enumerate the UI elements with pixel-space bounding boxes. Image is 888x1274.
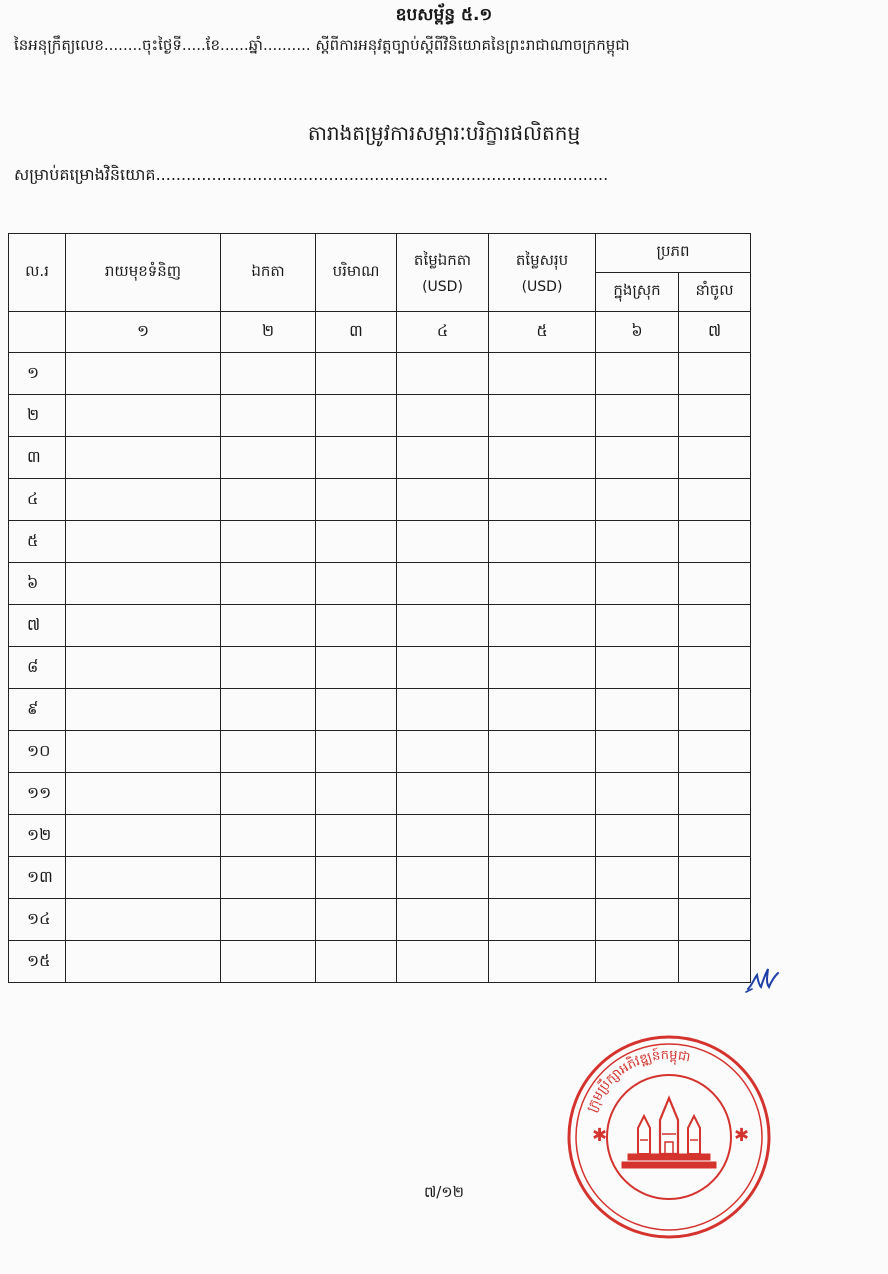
table-cell xyxy=(679,563,751,605)
table-cell xyxy=(397,731,489,773)
table-cell xyxy=(679,353,751,395)
row-number: ១២ xyxy=(9,815,66,857)
table-cell xyxy=(679,689,751,731)
table-cell xyxy=(221,941,316,983)
table-cell xyxy=(221,857,316,899)
table-cell xyxy=(596,773,679,815)
table-cell xyxy=(489,857,596,899)
table-cell xyxy=(489,731,596,773)
signature-initials xyxy=(744,965,784,995)
table-cell xyxy=(397,815,489,857)
header-item-name: រាយមុខទំនិញ xyxy=(66,234,221,312)
table-cell xyxy=(66,647,221,689)
table-row xyxy=(9,437,751,479)
table-cell xyxy=(679,773,751,815)
header-unit-price-currency: (USD) xyxy=(422,278,463,295)
document-title: តារាងតម្រូវការសម្ភារៈបរិក្ខារផលិតកម្ម xyxy=(307,121,581,145)
column-index-cell: ៤ xyxy=(397,312,489,353)
table-cell xyxy=(596,353,679,395)
header-total-price xyxy=(489,234,596,312)
table-cell xyxy=(316,605,397,647)
table-cell xyxy=(596,941,679,983)
table-cell xyxy=(316,815,397,857)
temple-emblem-icon xyxy=(622,1098,716,1168)
table-cell xyxy=(489,395,596,437)
table-cell xyxy=(66,437,221,479)
row-number: ៣ xyxy=(9,437,66,479)
table-row xyxy=(9,479,751,521)
table-cell xyxy=(316,773,397,815)
table-cell xyxy=(316,521,397,563)
column-index-cell: ១ xyxy=(66,312,221,353)
table-cell xyxy=(489,353,596,395)
header-no: ល.រ xyxy=(9,234,66,312)
column-index-cell: ២ xyxy=(221,312,316,353)
table-cell xyxy=(679,941,751,983)
table-cell xyxy=(66,353,221,395)
header-unit: ឯកតា xyxy=(221,234,316,312)
table-cell xyxy=(66,857,221,899)
table-cell xyxy=(489,605,596,647)
table-row xyxy=(9,647,751,689)
table-cell xyxy=(397,437,489,479)
sub-decree-reference: នៃអនុក្រឹត្យលេខ........ចុះថ្ងៃទី.....ខែ......ឆ្នាំ.......... ស្ដីពីការអនុវត្តច្បាប់ស្ដីពីវិនិយោគនៃព្រះរាជាណាចក្រកម្ពុជា xyxy=(14,36,630,54)
table-cell xyxy=(397,521,489,563)
column-index-cell: ៥ xyxy=(489,312,596,353)
table-cell xyxy=(221,353,316,395)
table-cell xyxy=(66,605,221,647)
table-cell xyxy=(66,563,221,605)
row-number: ១៥ xyxy=(9,941,66,983)
table-cell xyxy=(66,479,221,521)
table-cell xyxy=(316,647,397,689)
table-cell xyxy=(596,605,679,647)
table-cell xyxy=(397,395,489,437)
table-cell xyxy=(316,353,397,395)
table-cell xyxy=(221,773,316,815)
row-number: ១១ xyxy=(9,773,66,815)
table-cell xyxy=(679,731,751,773)
table-cell xyxy=(66,521,221,563)
column-index-row xyxy=(9,312,751,353)
table-cell xyxy=(316,563,397,605)
table-cell xyxy=(221,395,316,437)
table-cell xyxy=(397,857,489,899)
table-cell xyxy=(397,941,489,983)
header-total-price-currency: (USD) xyxy=(521,278,563,295)
table-cell xyxy=(316,857,397,899)
table-cell xyxy=(679,857,751,899)
table-cell xyxy=(679,647,751,689)
table-row xyxy=(9,899,751,941)
table-cell xyxy=(489,563,596,605)
table-cell xyxy=(221,479,316,521)
table-cell xyxy=(489,479,596,521)
table-cell xyxy=(397,773,489,815)
table-row xyxy=(9,815,751,857)
table-cell xyxy=(679,395,751,437)
page-number: ៧/១២ xyxy=(423,1183,465,1201)
row-number: ១៣ xyxy=(9,857,66,899)
table-cell xyxy=(316,941,397,983)
seal-ring-text: ក្រុមប្រឹក្សាអភិវឌ្ឍន៍កម្ពុជា xyxy=(584,1047,692,1115)
row-number: ៨ xyxy=(9,647,66,689)
column-index-cell: ៦ xyxy=(596,312,679,353)
table-cell xyxy=(596,395,679,437)
table-row xyxy=(9,395,751,437)
table-cell xyxy=(66,773,221,815)
row-number: ២ xyxy=(9,395,66,437)
row-number: ៤ xyxy=(9,479,66,521)
table-cell xyxy=(316,899,397,941)
table-cell xyxy=(397,899,489,941)
equipment-table xyxy=(8,233,751,983)
table-cell xyxy=(679,815,751,857)
table-cell xyxy=(66,731,221,773)
row-number: ៥ xyxy=(9,521,66,563)
table-cell xyxy=(221,815,316,857)
table-cell xyxy=(489,437,596,479)
row-number: ១០ xyxy=(9,731,66,773)
table-cell xyxy=(679,479,751,521)
table-cell xyxy=(66,941,221,983)
header-unit-price xyxy=(397,234,489,312)
table-cell xyxy=(397,689,489,731)
table-cell xyxy=(221,689,316,731)
table-cell xyxy=(397,479,489,521)
table-cell xyxy=(66,395,221,437)
column-index-cell: ៣ xyxy=(316,312,397,353)
table-cell xyxy=(596,563,679,605)
table-cell xyxy=(221,899,316,941)
svg-text:✱: ✱ xyxy=(592,1125,608,1146)
header-domestic: ក្នុងស្រុក xyxy=(596,273,679,312)
table-cell xyxy=(221,563,316,605)
table-cell xyxy=(489,815,596,857)
table-row xyxy=(9,563,751,605)
table-cell xyxy=(489,521,596,563)
row-number: ៧ xyxy=(9,605,66,647)
annex-label: ឧបសម្ព័ន្ធ ៥.១ xyxy=(395,5,493,25)
table-cell xyxy=(397,353,489,395)
table-cell xyxy=(66,899,221,941)
table-cell xyxy=(596,899,679,941)
table-cell xyxy=(221,605,316,647)
row-number: ១៤ xyxy=(9,899,66,941)
table-cell xyxy=(221,437,316,479)
header-import: នាំចូល xyxy=(679,273,751,312)
table-cell xyxy=(596,647,679,689)
table-cell xyxy=(489,899,596,941)
column-index-cell: ៧ xyxy=(679,312,751,353)
table-cell xyxy=(489,773,596,815)
table-cell xyxy=(596,521,679,563)
table-cell xyxy=(316,731,397,773)
table-cell xyxy=(596,437,679,479)
row-number: ៩ xyxy=(9,689,66,731)
table-row xyxy=(9,689,751,731)
table-cell xyxy=(489,689,596,731)
table-cell xyxy=(316,437,397,479)
table-cell xyxy=(397,563,489,605)
header-unit-price-label: តម្លៃឯកតា xyxy=(413,250,472,269)
table-cell xyxy=(66,689,221,731)
table-row xyxy=(9,857,751,899)
table-cell xyxy=(221,731,316,773)
table-row xyxy=(9,941,751,983)
row-number: ១ xyxy=(9,353,66,395)
header-total-price-label: តម្លៃសរុប xyxy=(515,250,569,269)
table-cell xyxy=(316,395,397,437)
table-cell xyxy=(679,521,751,563)
table-row xyxy=(9,773,751,815)
table-row xyxy=(9,605,751,647)
row-number: ៦ xyxy=(9,563,66,605)
table-cell xyxy=(596,857,679,899)
table-cell xyxy=(316,479,397,521)
official-seal-stamp xyxy=(562,1024,776,1250)
table-row xyxy=(9,731,751,773)
column-index-cell xyxy=(9,312,66,353)
table-cell xyxy=(596,731,679,773)
table-cell xyxy=(397,647,489,689)
table-cell xyxy=(679,605,751,647)
table-cell xyxy=(596,689,679,731)
table-cell xyxy=(489,647,596,689)
table-row xyxy=(9,521,751,563)
table-cell xyxy=(679,899,751,941)
header-quantity: បរិមាណ xyxy=(316,234,397,312)
table-cell xyxy=(221,647,316,689)
table-cell xyxy=(489,941,596,983)
header-source: ប្រភព xyxy=(596,234,751,273)
table-cell xyxy=(679,437,751,479)
table-cell xyxy=(397,605,489,647)
table-cell xyxy=(66,815,221,857)
table-cell xyxy=(596,815,679,857)
table-cell xyxy=(316,689,397,731)
table-cell xyxy=(596,479,679,521)
table-cell xyxy=(221,521,316,563)
project-line: សម្រាប់គម្រោងវិនិយោគ......................................................................................... xyxy=(14,165,609,184)
svg-text:✱: ✱ xyxy=(734,1125,750,1146)
table-row xyxy=(9,353,751,395)
